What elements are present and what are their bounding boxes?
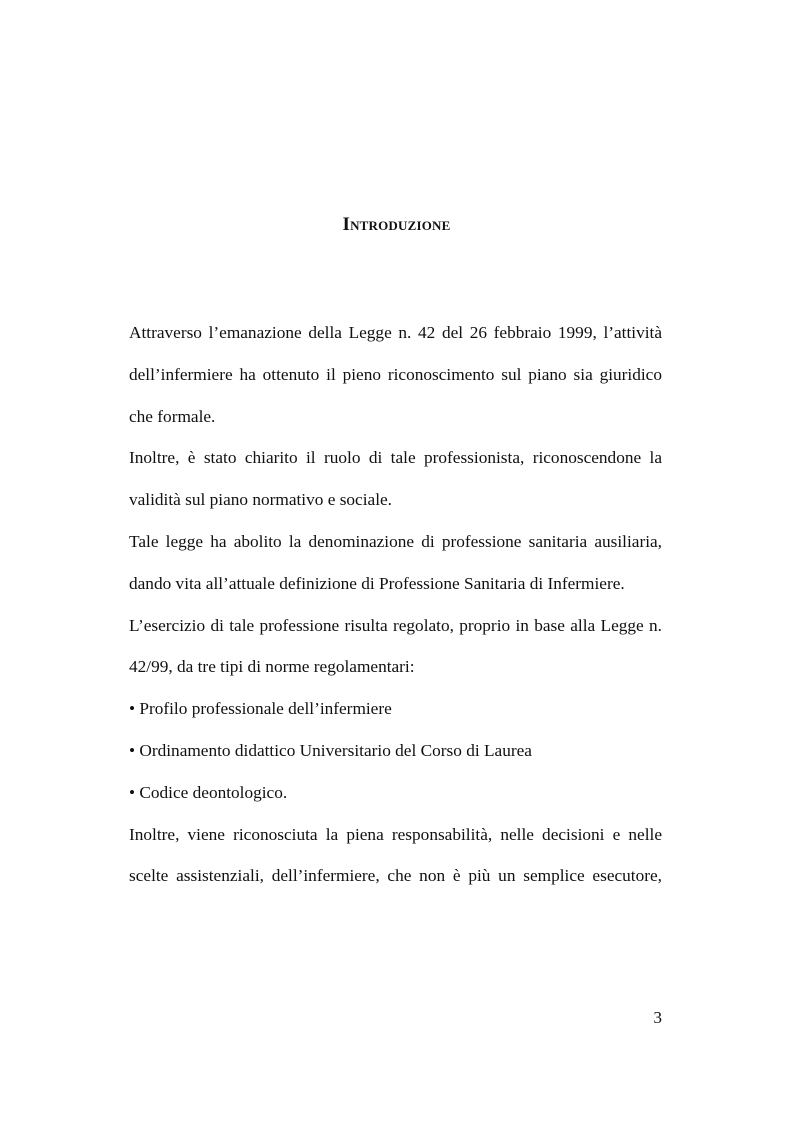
body-text — [129, 312, 662, 897]
bullet-item-1: • Profilo professionale dell’infermiere — [129, 699, 392, 719]
paragraph-3: Tale legge ha abolito la denominazione di professione sanitaria ausiliaria, dando vita all’attuale definizione di Professione Sanitaria di Infermiere. — [129, 531, 662, 593]
bullet-item-3: • Codice deontologico. — [129, 782, 288, 802]
bullet-item-2: • Ordinamento didattico Universitario del Corso di Laurea — [129, 740, 532, 760]
paragraph-5: Inoltre, viene riconosciuta la piena responsabilità, nelle decisioni e nelle scelte assistenziali, dell’infermiere, che non è più un semplice esecutore, — [129, 824, 662, 886]
paragraph-4: L’esercizio di tale professione risulta regolato, proprio in base alla Legge n. 42/99, da tre tipi di norme regolamentari: — [129, 615, 662, 677]
title-initial: I — [342, 214, 351, 235]
paragraph-2: Inoltre, è stato chiarito il ruolo di tale professionista, riconoscendone la validità sul piano normativo e sociale. — [129, 448, 662, 510]
title-rest: ntroduzione — [350, 214, 451, 235]
page-title — [0, 214, 793, 236]
page-number: 3 — [653, 1008, 662, 1027]
paragraph-1: Attraverso l’emanazione della Legge n. 42 del 26 febbraio 1999, l’attività dell’infermiere ha ottenuto il pieno riconoscimento sul piano sia giuridico che formale. — [129, 323, 662, 426]
